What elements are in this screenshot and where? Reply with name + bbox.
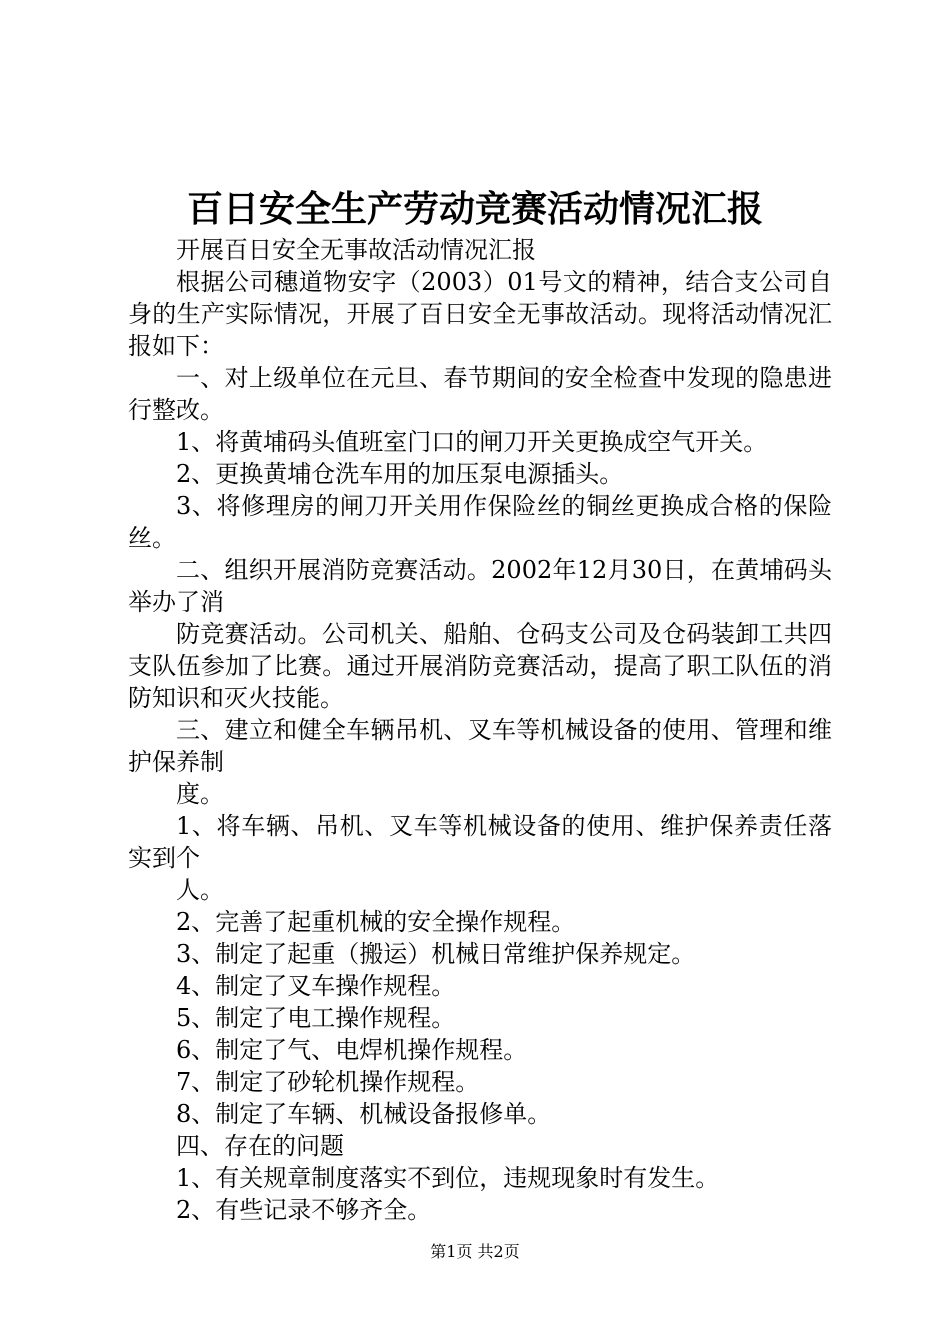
paragraph-item: 3、将修理房的闸刀开关用作保险丝的铜丝更换成合格的保险丝。 [128, 492, 832, 552]
paragraph-section-3: 三、建立和健全车辆吊机、叉车等机械设备的使用、管理和维护保养制 [128, 716, 832, 776]
paragraph-item: 1、将黄埔码头值班室门口的闸刀开关更换成空气开关。 [176, 428, 768, 456]
paragraph-section-2: 二、组织开展消防竞赛活动。2002年12月30日，在黄埔码头举办了消 [128, 556, 832, 616]
paragraph-continuation: 防竞赛活动。公司机关、船舶、仓码支公司及仓码装卸工共四支队伍参加了比赛。通过开展消防竞赛活动，提高了职工队伍的消防知识和灭火技能。 [128, 620, 832, 712]
paragraph-section-1: 一、对上级单位在元旦、春节期间的安全检查中发现的隐患进行整改。 [128, 364, 832, 424]
document-body [128, 234, 832, 1226]
paragraph-item: 7、制定了砂轮机操作规程。 [176, 1068, 480, 1096]
paragraph-item: 2、有些记录不够齐全。 [176, 1196, 432, 1224]
paragraph-intro: 根据公司穗道物安字（2003）01号文的精神，结合支公司自身的生产实际情况，开展了百日安全无事故活动。现将活动情况汇报如下： [128, 268, 832, 360]
paragraph-item: 1、有关规章制度落实不到位，违规现象时有发生。 [176, 1164, 720, 1192]
paragraph-item: 8、制定了车辆、机械设备报修单。 [176, 1100, 552, 1128]
document-title: 百日安全生产劳动竞赛活动情况汇报 [186, 188, 763, 230]
paragraph-item: 1、将车辆、吊机、叉车等机械设备的使用、维护保养责任落实到个 [128, 812, 832, 872]
paragraph-section-4: 四、存在的问题 [176, 1132, 344, 1160]
paragraph-item: 4、制定了叉车操作规程。 [176, 972, 456, 1000]
paragraph-subtitle: 开展百日安全无事故活动情况汇报 [176, 236, 536, 264]
paragraph-item: 6、制定了气、电焊机操作规程。 [176, 1036, 528, 1064]
paragraph-item: 5、制定了电工操作规程。 [176, 1004, 456, 1032]
paragraph-continuation: 人。 [176, 876, 224, 904]
paragraph-item: 3、制定了起重（搬运）机械日常维护保养规定。 [176, 940, 696, 968]
paragraph-item: 2、更换黄埔仓洗车用的加压泵电源插头。 [176, 460, 624, 488]
paragraph-continuation: 度。 [176, 780, 224, 808]
paragraph-item: 2、完善了起重机械的安全操作规程。 [176, 908, 576, 936]
page-footer: 第1页 共2页 [430, 1242, 520, 1261]
